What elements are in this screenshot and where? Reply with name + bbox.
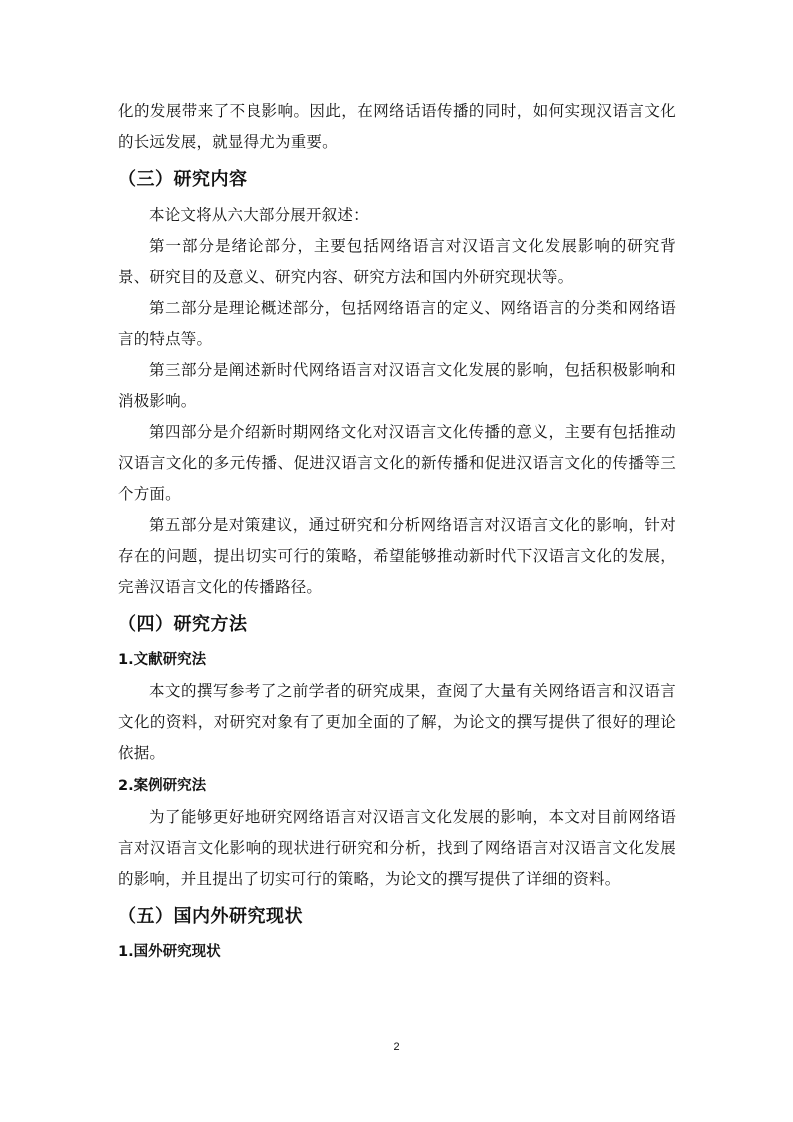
paragraph: 第二部分是理论概述部分，包括网络语言的定义、网络语言的分类和网络语言的特点等。: [118, 299, 676, 348]
paragraph: 本文的撰写参考了之前学者的研究成果，查阅了大量有关网络语言和汉语言文化的资料，对研究对象有了更加全面的了解，为论文的撰写提供了很好的理论依据。: [118, 682, 676, 762]
subheading-foreign-status: 1.国外研究现状: [118, 944, 221, 960]
paragraph: 第五部分是对策建议，通过研究和分析网络语言对汉语言文化的影响，针对存在的问题，提出切实可行的策略，希望能够推动新时代下汉语言文化的发展，完善汉语言文化的传播路径。: [118, 516, 676, 596]
continuation-paragraph: 化的发展带来了不良影响。因此，在网络话语传播的同时，如何实现汉语言文化的长远发展，就显得尤为重要。: [118, 102, 676, 151]
page-content: [118, 96, 676, 968]
section-heading-research-content: （三）研究内容: [118, 169, 248, 190]
paragraph: 第四部分是介绍新时期网络文化对汉语言文化传播的意义，主要有包括推动汉语言文化的多元传播、促进汉语言文化的新传播和促进汉语言文化的传播等三个方面。: [118, 423, 676, 503]
paragraph: 第一部分是绪论部分，主要包括网络语言对汉语言文化发展影响的研究背景、研究目的及意义、研究内容、研究方法和国内外研究现状等。: [118, 237, 676, 286]
subheading-literature-method: 1.文献研究法: [118, 652, 207, 668]
section-heading-research-status: （五）国内外研究现状: [118, 906, 303, 927]
paragraph: 为了能够更好地研究网络语言对汉语言文化发展的影响，本文对目前网络语言对汉语言文化影响的现状进行研究和分析，找到了网络语言对汉语言文化发展的影响，并且提出了切实可行的策略，为论文的撰写提供了详细的资料。: [118, 808, 676, 888]
section-heading-research-methods: （四）研究方法: [118, 614, 248, 635]
paragraph: 第三部分是阐述新时代网络语言对汉语言文化发展的影响，包括积极影响和消极影响。: [118, 361, 676, 410]
subheading-case-method: 2.案例研究法: [118, 778, 207, 794]
page-number: 2: [393, 1041, 400, 1053]
paragraph: 本论文将从六大部分展开叙述：: [149, 206, 369, 224]
